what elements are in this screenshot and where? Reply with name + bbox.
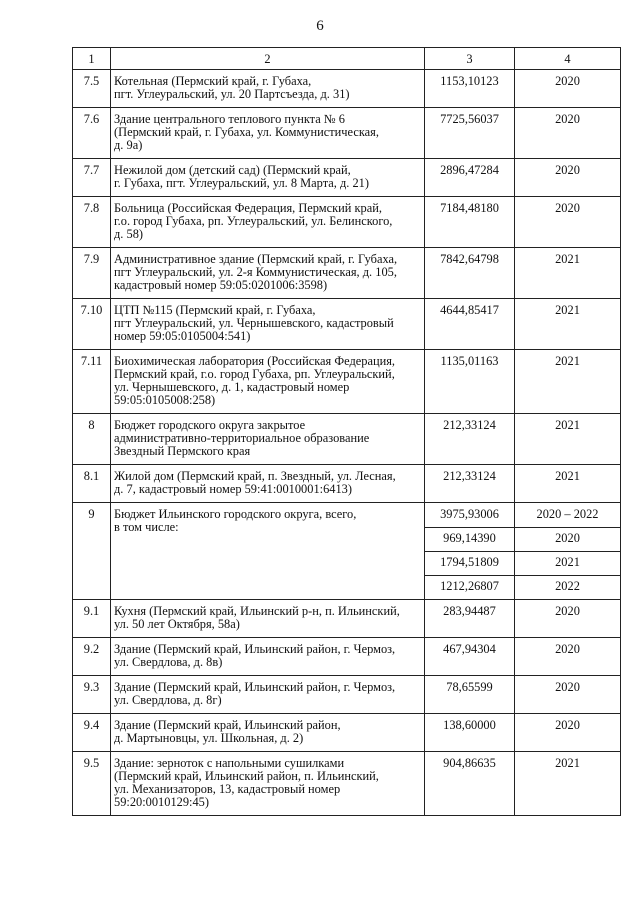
column-header: 3 (425, 48, 515, 70)
row-number: 7.10 (73, 299, 111, 350)
row-number: 8 (73, 414, 111, 465)
table-row (73, 414, 621, 465)
table-row (73, 714, 621, 752)
table-row (73, 638, 621, 676)
table-row (73, 70, 621, 108)
year-cell: 2020 (515, 70, 621, 108)
amount-cell: 1212,26807 (425, 576, 515, 600)
amount-cell: 467,94304 (425, 638, 515, 676)
row-number: 9.1 (73, 600, 111, 638)
table-row (73, 676, 621, 714)
object-description: Здание: зерноток с напольными сушилками (Пермский край, Ильинский район, п. Ильинский, ул. Механизаторов, 13, кадастровый номер 59:20:0010129:45) (111, 752, 425, 816)
table-header-row (73, 48, 621, 70)
amount-cell: 4644,85417 (425, 299, 515, 350)
row-number: 7.9 (73, 248, 111, 299)
object-description: Здание (Пермский край, Ильинский район, г. Чермоз, ул. Свердлова, д. 8г) (111, 676, 425, 714)
amount-cell: 3975,93006 (425, 503, 515, 528)
amount-cell: 7842,64798 (425, 248, 515, 299)
table-row (73, 197, 621, 248)
object-description: Биохимическая лаборатория (Российская Федерация, Пермский край, г.о. город Губаха, рп. Углеуральский, ул. Чернышевского, д. 1, кадастровый номер 59:05:0105008:258) (111, 350, 425, 414)
year-cell: 2020 (515, 528, 621, 552)
object-description: Административное здание (Пермский край, г. Губаха, пгт Углеуральский, ул. 2-я Коммунистическая, д. 105, кадастровый номер 59:05:0201006:3598) (111, 248, 425, 299)
year-cell: 2021 (515, 248, 621, 299)
amount-cell: 1794,51809 (425, 552, 515, 576)
object-description: Жилой дом (Пермский край, п. Звездный, ул. Лесная, д. 7, кадастровый номер 59:41:0010001:6413) (111, 465, 425, 503)
amount-cell: 212,33124 (425, 465, 515, 503)
year-cell: 2021 (515, 752, 621, 816)
year-cell: 2021 (515, 350, 621, 414)
year-cell: 2021 (515, 299, 621, 350)
amount-cell: 969,14390 (425, 528, 515, 552)
object-table (72, 47, 621, 816)
year-cell: 2020 (515, 638, 621, 676)
table-row (73, 159, 621, 197)
row-number: 7.11 (73, 350, 111, 414)
year-cell: 2021 (515, 465, 621, 503)
amount-cell: 283,94487 (425, 600, 515, 638)
table-row (73, 465, 621, 503)
column-header: 4 (515, 48, 621, 70)
object-description: Бюджет городского округа закрытое административно-территориальное образование Звездный Пермского края (111, 414, 425, 465)
amount-cell: 2896,47284 (425, 159, 515, 197)
object-description: Бюджет Ильинского городского округа, всего, в том числе: (111, 503, 425, 600)
object-description: Здание центрального теплового пункта № 6 (Пермский край, г. Губаха, ул. Коммунистическая, д. 9а) (111, 108, 425, 159)
table-row (73, 752, 621, 816)
amount-cell: 7184,48180 (425, 197, 515, 248)
object-description: Здание (Пермский край, Ильинский район, г. Чермоз, ул. Свердлова, д. 8в) (111, 638, 425, 676)
amount-cell: 138,60000 (425, 714, 515, 752)
table-row (73, 248, 621, 299)
year-cell: 2020 – 2022 (515, 503, 621, 528)
row-number: 9.2 (73, 638, 111, 676)
column-header: 1 (73, 48, 111, 70)
year-cell: 2020 (515, 714, 621, 752)
row-number: 7.6 (73, 108, 111, 159)
row-number: 7.7 (73, 159, 111, 197)
row-number: 9.4 (73, 714, 111, 752)
year-cell: 2021 (515, 552, 621, 576)
table-row (73, 299, 621, 350)
row-number: 8.1 (73, 465, 111, 503)
amount-cell: 7725,56037 (425, 108, 515, 159)
year-cell: 2022 (515, 576, 621, 600)
object-description: Котельная (Пермский край, г. Губаха, пгт. Углеуральский, ул. 20 Партсъезда, д. 31) (111, 70, 425, 108)
row-number: 9.3 (73, 676, 111, 714)
table-row (73, 108, 621, 159)
object-description: Кухня (Пермский край, Ильинский р-н, п. Ильинский, ул. 50 лет Октября, 58а) (111, 600, 425, 638)
object-description: Больница (Российская Федерация, Пермский край, г.о. город Губаха, рп. Углеуральский, ул. Белинского, д. 58) (111, 197, 425, 248)
page-number: 6 (316, 18, 324, 34)
table-row (73, 503, 621, 528)
year-cell: 2020 (515, 159, 621, 197)
amount-cell: 212,33124 (425, 414, 515, 465)
year-cell: 2020 (515, 197, 621, 248)
year-cell: 2020 (515, 600, 621, 638)
year-cell: 2020 (515, 108, 621, 159)
row-number: 7.8 (73, 197, 111, 248)
amount-cell: 1135,01163 (425, 350, 515, 414)
row-number: 7.5 (73, 70, 111, 108)
amount-cell: 78,65599 (425, 676, 515, 714)
object-description: ЦТП №115 (Пермский край, г. Губаха, пгт Углеуральский, ул. Чернышевского, кадастровый номер 59:05:0105004:541) (111, 299, 425, 350)
object-description: Нежилой дом (детский сад) (Пермский край, г. Губаха, пгт. Углеуральский, ул. 8 Марта, д. 21) (111, 159, 425, 197)
table-row (73, 600, 621, 638)
amount-cell: 1153,10123 (425, 70, 515, 108)
row-number: 9.5 (73, 752, 111, 816)
year-cell: 2021 (515, 414, 621, 465)
column-header: 2 (111, 48, 425, 70)
year-cell: 2020 (515, 676, 621, 714)
amount-cell: 904,86635 (425, 752, 515, 816)
object-description: Здание (Пермский край, Ильинский район, д. Мартыновцы, ул. Школьная, д. 2) (111, 714, 425, 752)
row-number: 9 (73, 503, 111, 600)
table-row (73, 350, 621, 414)
